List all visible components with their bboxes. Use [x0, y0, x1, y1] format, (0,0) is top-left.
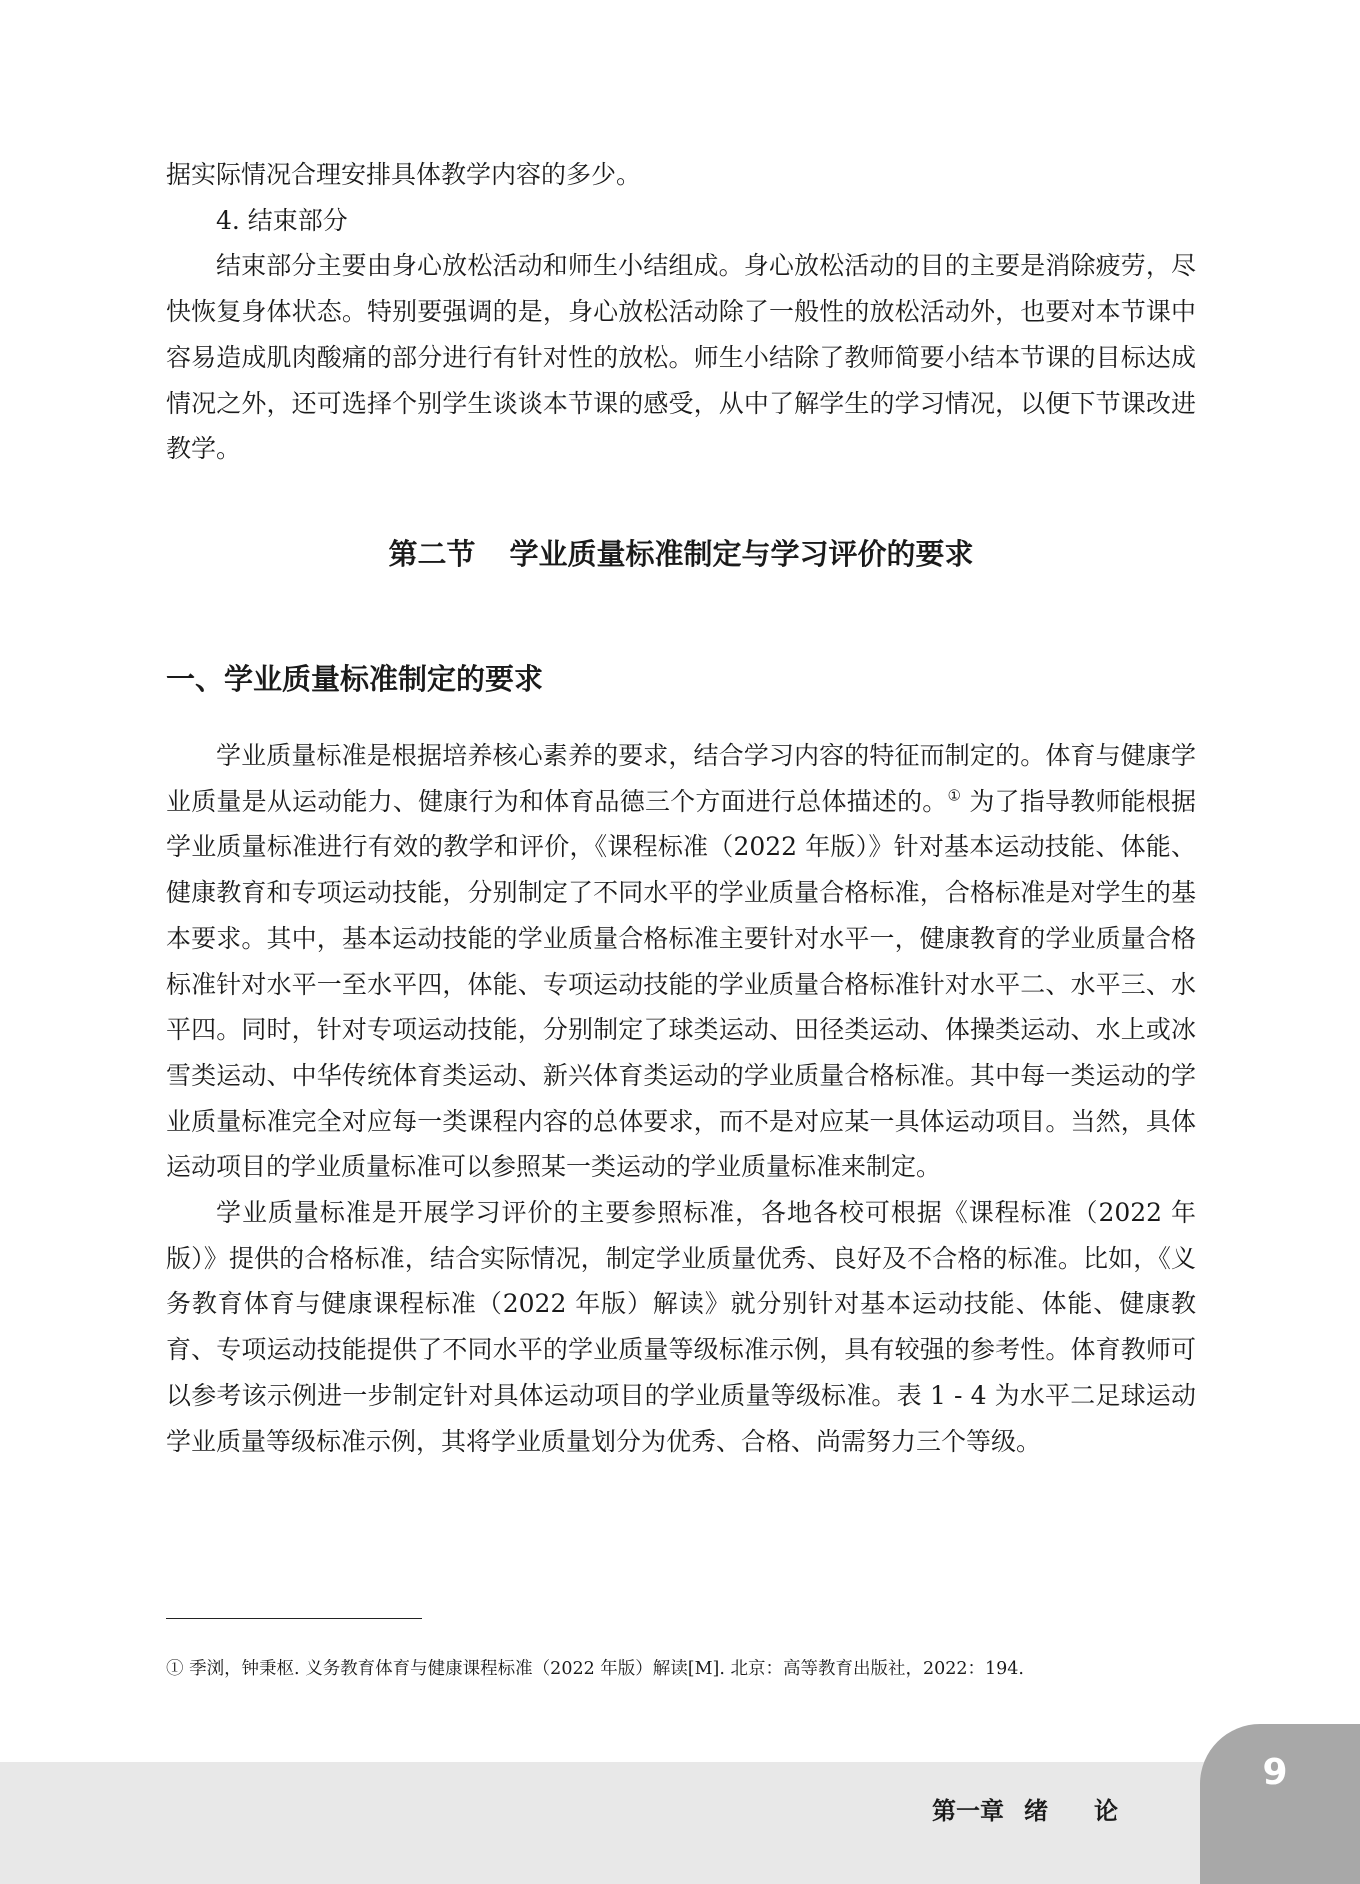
paragraph-evaluation-reference: 学业质量标准是开展学习评价的主要参照标准，各地各校可根据《课程标准（2022 年版）》提供的合格标准，结合实际情况，制定学业质量优秀、良好及不合格的标准。比如，《义务教育体育与健康课程标准（2022 年版）解读》就分别针对基本运动技能、体能、健康教育、专项运动技能提供了不同水平的学业质量等级标准示例，具有较强的参考性。体育教师可以参考该示例进一步制定针对具体运动项目的学业质量等级标准。表 1 - 4 为水平二足球运动学业质量等级标准示例，其将学业质量划分为优秀、合格、尚需努力三个等级。 — [166, 1198, 1196, 1456]
continuation-text: 据实际情况合理安排具体教学内容的多少。 — [166, 160, 642, 189]
page-content — [166, 152, 1197, 1456]
page-number: 9 — [1262, 1752, 1288, 1793]
footnote-divider — [166, 1618, 422, 1619]
paragraph-text-after-note: 为了指导教师能根据学业质量标准进行有效的教学和评价，《课程标准（2022 年版）》针对基本运动技能、体能、健康教育和专项运动技能，分别制定了不同水平的学业质量合格标准，合格标准是对学生的基本要求。其中，基本运动技能的学业质量合格标准主要针对水平一，健康教育的学业质量合格标准针对水平一至水平四，体能、专项运动技能的学业质量合格标准针对水平二、水平三、水平四。同时，针对专项运动技能，分别制定了球类运动、田径类运动、体操类运动、水上或冰雪类运动、中华传统体育类运动、新兴体育类运动的学业质量合格标准。其中每一类运动的学业质量标准完全对应每一类课程内容的总体要求，而不是对应某一具体运动项目。当然，具体运动项目的学业质量标准可以参照某一类运动的学业质量标准来制定。 — [166, 786, 1197, 1182]
section-title — [166, 532, 1196, 573]
footnote-reference[interactable]: ① — [947, 786, 962, 805]
paragraph-ending-part: 结束部分主要由身心放松活动和师生小结组成。身心放松活动的目的主要是消除疲劳，尽快恢复身体状态。特别要强调的是，身心放松活动除了一般性的放松活动外，也要对本节课中容易造成肌肉酸痛的部分进行有针对性的放松。师生小结除了教师简要小结本节课的目标达成情况之外，还可选择个别学生谈谈本节课的感受，从中了解学生的学习情况，以便下节课改进教学。 — [166, 251, 1196, 464]
footer-chapter-title — [932, 1791, 1118, 1826]
page-number-tab — [1200, 1724, 1360, 1884]
section-title-text: 学业质量标准制定与学习评价的要求 — [509, 537, 974, 571]
chapter-char-1: 绪 — [1024, 1797, 1048, 1825]
chapter-label: 第一章 — [932, 1797, 1004, 1825]
section-label: 第二节 — [388, 537, 476, 571]
paragraph-text-before-note: 学业质量标准是根据培养核心素养的要求，结合学习内容的特征而制定的。体育与健康学业质量是从运动能力、健康行为和体育品德三个方面进行总体描述的。 — [166, 741, 1196, 816]
chapter-char-2: 论 — [1094, 1797, 1118, 1825]
paragraph-quality-standard — [166, 733, 1196, 1190]
subheading-ending-part: 4. 结束部分 — [216, 205, 348, 235]
footer-band — [0, 1762, 1360, 1884]
footnote-text: ① 季浏，钟秉枢. 义务教育体育与健康课程标准（2022 年版）解读[M]. 北京：高等教育出版社，2022：194. — [166, 1659, 1024, 1679]
section-body — [166, 733, 1196, 1464]
heading-level-1: 一、学业质量标准制定的要求 — [166, 662, 544, 696]
